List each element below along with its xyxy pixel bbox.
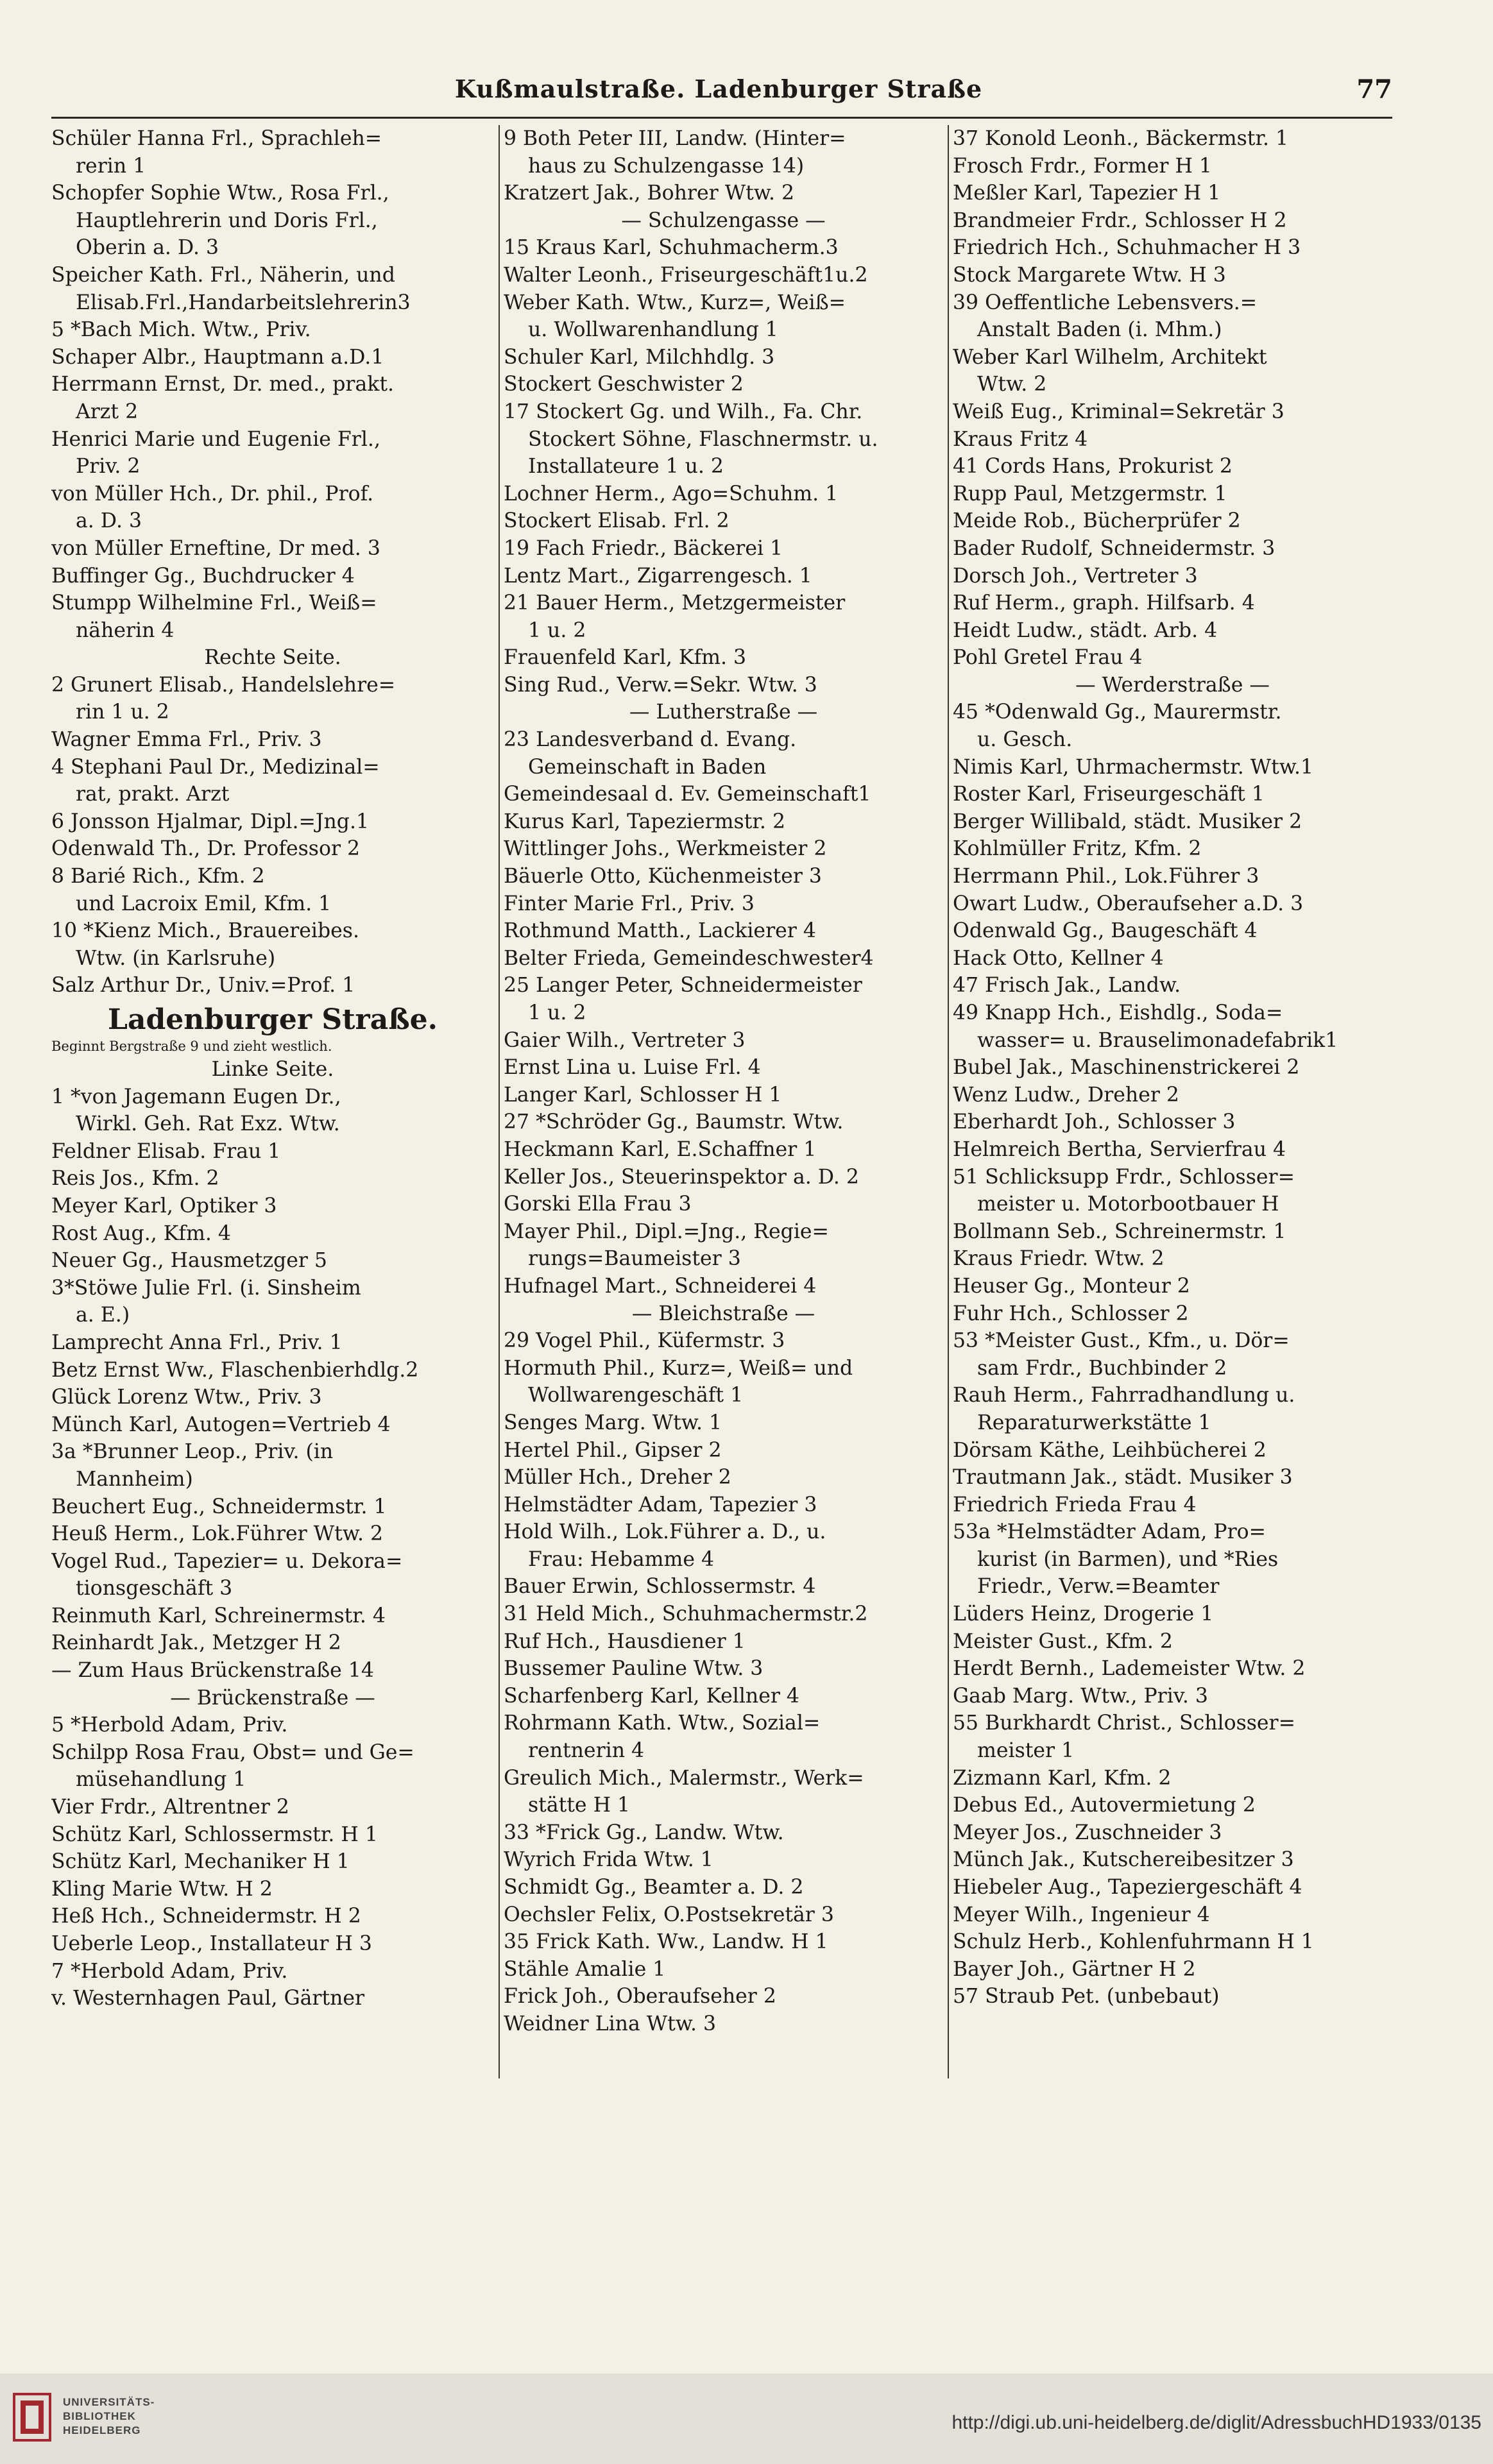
directory-entry: Schüler Hanna Frl., Sprachleh= xyxy=(51,127,382,150)
directory-entry: Münch Jak., Kutschereibesitzer 3 xyxy=(953,1848,1294,1872)
section-label: — Schulzengasse — xyxy=(621,208,826,232)
directory-entry: rungs=Baumeister 3 xyxy=(528,1247,741,1271)
library-logo[interactable] xyxy=(12,2386,204,2451)
directory-entry: Heuß Herm., Lok.Führer Wtw. 2 xyxy=(51,1522,384,1546)
directory-entry: Eberhardt Joh., Schlosser 3 xyxy=(953,1110,1236,1134)
directory-entry: Dorsch Joh., Vertreter 3 xyxy=(953,564,1198,588)
directory-entry: Friedrich Hch., Schuhmacher H 3 xyxy=(953,236,1301,260)
directory-entry: 25 Langer Peter, Schneidermeister xyxy=(504,974,862,998)
street-note: Beginnt Bergstraße 9 und zieht westlich. xyxy=(51,1039,332,1054)
directory-entry: und Lacroix Emil, Kfm. 1 xyxy=(76,892,332,915)
directory-entry: Schaper Albr., Hauptmann a.D.1 xyxy=(51,345,384,369)
directory-entry: Heß Hch., Schneidermstr. H 2 xyxy=(51,1905,361,1928)
directory-entry: Wittlinger Johs., Werkmeister 2 xyxy=(504,837,827,861)
directory-entry: rin 1 u. 2 xyxy=(76,701,169,724)
directory-entry: Gorski Ella Frau 3 xyxy=(504,1193,692,1216)
directory-entry: Feldner Elisab. Frau 1 xyxy=(51,1139,281,1163)
directory-entry: Kling Marie Wtw. H 2 xyxy=(51,1877,273,1901)
directory-entry: Bubel Jak., Maschinenstrickerei 2 xyxy=(953,1056,1300,1080)
digitization-footer xyxy=(0,2374,1493,2464)
directory-entry: Brandmeier Frdr., Schlosser H 2 xyxy=(953,208,1287,232)
directory-entry: Installateure 1 u. 2 xyxy=(528,455,724,479)
directory-entry: 33 *Frick Gg., Landw. Wtw. xyxy=(504,1821,784,1844)
directory-entry: Gaier Wilh., Vertreter 3 xyxy=(504,1028,746,1052)
directory-entry: Stockert Geschwister 2 xyxy=(504,373,744,396)
directory-entry: sam Frdr., Buchbinder 2 xyxy=(977,1356,1227,1380)
directory-entry: u. Wollwarenhandlung 1 xyxy=(528,318,778,342)
directory-entry: Wollwarengeschäft 1 xyxy=(528,1384,744,1407)
directory-entry: Salz Arthur Dr., Univ.=Prof. 1 xyxy=(51,974,355,998)
directory-entry: Stumpp Wilhelmine Frl., Weiß= xyxy=(51,591,377,615)
directory-entry: Hack Otto, Kellner 4 xyxy=(953,946,1164,970)
directory-columns xyxy=(51,125,1392,2078)
directory-entry: Meßler Karl, Tapezier H 1 xyxy=(953,182,1221,205)
section-label: — Lutherstraße — xyxy=(629,701,818,724)
directory-entry: Rupp Paul, Metzgermstr. 1 xyxy=(953,482,1227,506)
directory-entry: 9 Both Peter III, Landw. (Hinter= xyxy=(504,127,846,150)
directory-entry: Kratzert Jak., Bohrer Wtw. 2 xyxy=(504,182,795,205)
directory-entry: Schopfer Sophie Wtw., Rosa Frl., xyxy=(51,182,389,205)
directory-entry: Heidt Ludw., städt. Arb. 4 xyxy=(953,618,1218,642)
directory-entry: Fuhr Hch., Schlosser 2 xyxy=(953,1302,1189,1325)
directory-entry: stätte H 1 xyxy=(528,1794,631,1817)
directory-entry: Reinhardt Jak., Metzger H 2 xyxy=(51,1631,341,1655)
directory-entry: Rothmund Matth., Lackierer 4 xyxy=(504,919,816,943)
directory-entry: rat, prakt. Arzt xyxy=(76,783,230,806)
directory-entry: Weiß Eug., Kriminal=Sekretär 3 xyxy=(953,400,1284,423)
directory-entry: Vier Frdr., Altrentner 2 xyxy=(51,1796,289,1819)
directory-entry: Hold Wilh., Lok.Führer a. D., u. xyxy=(504,1520,826,1544)
column-divider xyxy=(948,125,949,2078)
directory-entry: von Müller Erneftine, Dr med. 3 xyxy=(51,536,380,560)
directory-entry: 37 Konold Leonh., Bäckermstr. 1 xyxy=(953,127,1289,150)
directory-entry: Beuchert Eug., Schneidermstr. 1 xyxy=(51,1495,387,1518)
directory-entry: Scharfenberg Karl, Kellner 4 xyxy=(504,1684,799,1708)
directory-entry: Hertel Phil., Gipser 2 xyxy=(504,1438,722,1462)
directory-entry: Ruf Hch., Hausdiener 1 xyxy=(504,1629,746,1653)
directory-entry: Meyer Karl, Optiker 3 xyxy=(51,1194,277,1218)
directory-entry: 45 *Odenwald Gg., Maurermstr. xyxy=(953,701,1282,724)
directory-entry: Mayer Phil., Dipl.=Jng., Regie= xyxy=(504,1219,829,1243)
directory-entry: Oechsler Felix, O.Postsekretär 3 xyxy=(504,1903,834,1926)
directory-entry: Bollmann Seb., Schreinermstr. 1 xyxy=(953,1219,1286,1243)
directory-entry: Debus Ed., Autovermietung 2 xyxy=(953,1794,1256,1817)
directory-entry: Stock Margarete Wtw. H 3 xyxy=(953,263,1226,287)
directory-entry: Pohl Gretel Frau 4 xyxy=(953,646,1143,670)
directory-entry: Herrmann Ernst, Dr. med., prakt. xyxy=(51,373,395,396)
directory-entry: Glück Lorenz Wtw., Priv. 3 xyxy=(51,1386,322,1409)
directory-entry: Heuser Gg., Monteur 2 xyxy=(953,1274,1190,1298)
directory-entry: Wtw. 2 xyxy=(977,373,1047,396)
directory-entry: Kohlmüller Fritz, Kfm. 2 xyxy=(953,837,1202,861)
directory-entry: Zizmann Karl, Kfm. 2 xyxy=(953,1766,1172,1790)
directory-entry: Stockert Söhne, Flaschnermstr. u. xyxy=(528,427,878,451)
directory-entry: 4 Stephani Paul Dr., Medizinal= xyxy=(51,755,380,779)
directory-entry: Wirkl. Geh. Rat Exz. Wtw. xyxy=(76,1112,340,1136)
directory-entry: Herrmann Phil., Lok.Führer 3 xyxy=(953,865,1259,888)
directory-entry: 57 Straub Pet. (unbebaut) xyxy=(953,1985,1220,2009)
directory-entry: Schmidt Gg., Beamter a. D. 2 xyxy=(504,1876,804,1899)
library-seal-icon xyxy=(12,2392,53,2443)
directory-entry: Sing Rud., Verw.=Sekr. Wtw. 3 xyxy=(504,673,817,697)
directory-entry: Keller Jos., Steuerinspektor a. D. 2 xyxy=(504,1165,859,1189)
running-header xyxy=(45,69,1392,114)
directory-entry: meister 1 xyxy=(977,1739,1075,1763)
directory-entry: Wtw. (in Karlsruhe) xyxy=(76,946,276,970)
directory-entry: Weber Karl Wilhelm, Architekt xyxy=(953,345,1267,369)
directory-entry: Owart Ludw., Oberaufseher a.D. 3 xyxy=(953,892,1304,915)
directory-entry: Helmreich Bertha, Servierfrau 4 xyxy=(953,1137,1286,1161)
directory-entry: Reparaturwerkstätte 1 xyxy=(977,1411,1211,1434)
directory-entry: Hauptlehrerin und Doris Frl., xyxy=(76,208,378,232)
directory-entry: 15 Kraus Karl, Schuhmacherm.3 xyxy=(504,236,839,260)
directory-entry: Roster Karl, Friseurgeschäft 1 xyxy=(953,783,1265,806)
directory-entry: — Zum Haus Brückenstraße 14 xyxy=(51,1659,374,1683)
directory-entry: rerin 1 xyxy=(76,154,146,178)
directory-entry: Wyrich Frida Wtw. 1 xyxy=(504,1848,713,1872)
directory-entry: 21 Bauer Herm., Metzgermeister xyxy=(504,591,846,615)
section-label: Rechte Seite. xyxy=(204,646,341,670)
directory-entry: Walter Leonh., Friseurgeschäft1u.2 xyxy=(504,263,868,287)
directory-entry: Odenwald Th., Dr. Professor 2 xyxy=(51,837,361,861)
directory-entry: Schütz Karl, Mechaniker H 1 xyxy=(51,1850,350,1874)
directory-entry: Lamprecht Anna Frl., Priv. 1 xyxy=(51,1330,343,1354)
directory-entry: Bayer Joh., Gärtner H 2 xyxy=(953,1957,1196,1981)
directory-entry: Neuer Gg., Hausmetzger 5 xyxy=(51,1249,327,1273)
directory-entry: Meyer Jos., Zuschneider 3 xyxy=(953,1821,1222,1844)
directory-entry: Vogel Rud., Tapezier= u. Dekora= xyxy=(51,1549,403,1573)
column-divider xyxy=(499,125,500,2078)
directory-entry: Hormuth Phil., Kurz=, Weiß= und xyxy=(504,1356,853,1380)
directory-entry: Belter Frieda, Gemeindeschwester4 xyxy=(504,946,874,970)
directory-entry: Heckmann Karl, E.Schaffner 1 xyxy=(504,1137,817,1161)
directory-entry: Weidner Lina Wtw. 3 xyxy=(504,2012,717,2035)
directory-entry: Frosch Frdr., Former H 1 xyxy=(953,154,1212,178)
directory-entry: Trautmann Jak., städt. Musiker 3 xyxy=(953,1466,1293,1490)
directory-entry: Stockert Elisab. Frl. 2 xyxy=(504,509,729,533)
directory-entry: Bader Rudolf, Schneidermstr. 3 xyxy=(953,536,1275,560)
directory-entry: 2 Grunert Elisab., Handelslehre= xyxy=(51,673,396,697)
directory-entry: Elisab.Frl.,Handarbeitslehrerin3 xyxy=(76,291,411,314)
directory-entry: Priv. 2 xyxy=(76,455,141,479)
directory-entry: Betz Ernst Ww., Flaschenbierhdlg.2 xyxy=(51,1358,419,1382)
directory-entry: a. E.) xyxy=(76,1304,130,1327)
directory-entry: Wagner Emma Frl., Priv. 3 xyxy=(51,728,322,752)
directory-entry: Meide Rob., Bücherprüfer 2 xyxy=(953,509,1241,533)
column-middle xyxy=(504,125,943,2078)
directory-entry: 3a *Brunner Leop., Priv. (in xyxy=(51,1440,334,1464)
directory-entry: Lochner Herm., Ago=Schuhm. 1 xyxy=(504,482,839,506)
directory-entry: von Müller Hch., Dr. phil., Prof. xyxy=(51,482,374,506)
column-left xyxy=(51,125,494,2078)
directory-entry: Buffinger Gg., Buchdrucker 4 xyxy=(51,564,355,588)
directory-entry: Friedr., Verw.=Beamter xyxy=(977,1575,1220,1599)
directory-entry: Rost Aug., Kfm. 4 xyxy=(51,1221,231,1245)
directory-entry: Odenwald Gg., Baugeschäft 4 xyxy=(953,919,1258,943)
directory-entry: Berger Willibald, städt. Musiker 2 xyxy=(953,810,1302,833)
directory-entry: 29 Vogel Phil., Küfermstr. 3 xyxy=(504,1329,785,1353)
header-rule xyxy=(51,117,1392,119)
page-number: 77 xyxy=(1356,74,1392,105)
directory-entry: Münch Karl, Autogen=Vertrieb 4 xyxy=(51,1413,391,1436)
directory-entry: 17 Stockert Gg. und Wilh., Fa. Chr. xyxy=(504,400,863,423)
directory-entry: 53a *Helmstädter Adam, Pro= xyxy=(953,1520,1267,1544)
directory-entry: Reinmuth Karl, Schreinermstr. 4 xyxy=(51,1604,386,1627)
directory-entry: müsehandlung 1 xyxy=(76,1768,246,1792)
street-heading: Ladenburger Straße. xyxy=(108,1003,438,1036)
directory-entry: Kurus Karl, Tapeziermstr. 2 xyxy=(504,810,786,833)
directory-entry: Stähle Amalie 1 xyxy=(504,1957,666,1981)
directory-entry: Schuler Karl, Milchhdlg. 3 xyxy=(504,345,775,369)
directory-entry: 23 Landesverband d. Evang. xyxy=(504,728,797,752)
directory-entry: Anstalt Baden (i. Mhm.) xyxy=(977,318,1222,342)
directory-entry: 47 Frisch Jak., Landw. xyxy=(953,974,1181,998)
directory-entry: Dörsam Käthe, Leihbücherei 2 xyxy=(953,1438,1267,1462)
directory-entry: v. Westernhagen Paul, Gärtner xyxy=(51,1987,365,2010)
directory-entry: Henrici Marie und Eugenie Frl., xyxy=(51,427,380,451)
directory-entry: 5 *Bach Mich. Wtw., Priv. xyxy=(51,318,311,342)
directory-entry: näherin 4 xyxy=(76,618,175,642)
source-url[interactable]: http://digi.ub.uni-heidelberg.de/diglit/AdressbuchHD1933/0135 xyxy=(951,2412,1481,2433)
directory-entry: Bäuerle Otto, Küchenmeister 3 xyxy=(504,865,822,888)
directory-entry: Ueberle Leop., Installateur H 3 xyxy=(51,1932,372,1955)
directory-entry: Wenz Ludw., Dreher 2 xyxy=(953,1083,1179,1107)
directory-entry: 6 Jonsson Hjalmar, Dipl.=Jng.1 xyxy=(51,810,370,833)
directory-entry: 55 Burkhardt Christ., Schlosser= xyxy=(953,1712,1295,1735)
directory-entry: tionsgeschäft 3 xyxy=(76,1577,233,1601)
directory-entry: 1 u. 2 xyxy=(528,1001,586,1024)
directory-entry: 39 Oeffentliche Lebensvers.= xyxy=(953,291,1258,314)
directory-entry: Weber Kath. Wtw., Kurz=, Weiß= xyxy=(504,291,846,314)
page-title: Kußmaulstraße. Ladenburger Straße xyxy=(454,74,983,103)
directory-entry: Ernst Lina u. Luise Frl. 4 xyxy=(504,1056,761,1080)
directory-entry: Müller Hch., Dreher 2 xyxy=(504,1466,731,1490)
directory-entry: haus zu Schulzengasse 14) xyxy=(528,154,805,178)
directory-entry: 27 *Schröder Gg., Baumstr. Wtw. xyxy=(504,1110,844,1134)
directory-entry: Schulz Herb., Kohlenfuhrmann H 1 xyxy=(953,1930,1314,1954)
directory-entry: rentnerin 4 xyxy=(528,1739,645,1763)
directory-entry: 3*Stöwe Julie Frl. (i. Sinsheim xyxy=(51,1276,361,1300)
directory-entry: wasser= u. Brauselimonadefabrik1 xyxy=(977,1028,1338,1052)
directory-entry: 41 Cords Hans, Prokurist 2 xyxy=(953,455,1233,479)
directory-entry: 7 *Herbold Adam, Priv. xyxy=(51,1959,288,1983)
directory-entry: Hiebeler Aug., Tapeziergeschäft 4 xyxy=(953,1876,1302,1899)
directory-entry: Bauer Erwin, Schlossermstr. 4 xyxy=(504,1575,816,1599)
directory-entry: Gemeinschaft in Baden xyxy=(528,755,767,779)
directory-entry: Kraus Friedr. Wtw. 2 xyxy=(953,1247,1165,1271)
directory-entry: Greulich Mich., Malermstr., Werk= xyxy=(504,1766,864,1790)
directory-entry: 19 Fach Friedr., Bäckerei 1 xyxy=(504,536,783,560)
directory-entry: meister u. Motorbootbauer H xyxy=(977,1193,1279,1216)
directory-entry: Frauenfeld Karl, Kfm. 3 xyxy=(504,646,747,670)
directory-entry: Lüders Heinz, Drogerie 1 xyxy=(953,1602,1214,1626)
section-label: — Bleichstraße — xyxy=(631,1302,815,1325)
directory-entry: Nimis Karl, Uhrmachermstr. Wtw.1 xyxy=(953,755,1314,779)
directory-entry: Bussemer Pauline Wtw. 3 xyxy=(504,1657,764,1681)
section-label: Linke Seite. xyxy=(211,1058,334,1081)
column-right xyxy=(953,125,1392,2078)
directory-entry: 51 Schlicksupp Frdr., Schlosser= xyxy=(953,1165,1295,1189)
directory-entry: kurist (in Barmen), und *Ries xyxy=(977,1547,1279,1571)
directory-entry: Schütz Karl, Schlossermstr. H 1 xyxy=(51,1823,378,1846)
directory-entry: Mannheim) xyxy=(76,1467,193,1491)
directory-entry: Ruf Herm., graph. Hilfsarb. 4 xyxy=(953,591,1255,615)
directory-entry: Langer Karl, Schlosser H 1 xyxy=(504,1083,782,1107)
directory-entry: Gaab Marg. Wtw., Priv. 3 xyxy=(953,1684,1208,1708)
section-label: — Werderstraße — xyxy=(1075,673,1270,697)
directory-entry: Lentz Mart., Zigarrengesch. 1 xyxy=(504,564,812,588)
directory-entry: Friedrich Frieda Frau 4 xyxy=(953,1493,1197,1517)
directory-entry: Herdt Bernh., Lademeister Wtw. 2 xyxy=(953,1657,1306,1681)
directory-entry: 49 Knapp Hch., Eishdlg., Soda= xyxy=(953,1001,1283,1024)
directory-entry: 10 *Kienz Mich., Brauereibes. xyxy=(51,919,359,943)
directory-entry: Schilpp Rosa Frau, Obst= und Ge= xyxy=(51,1740,414,1764)
directory-entry: 1 u. 2 xyxy=(528,618,586,642)
directory-entry: Hufnagel Mart., Schneiderei 4 xyxy=(504,1274,817,1298)
section-label: — Brückenstraße — xyxy=(170,1686,375,1710)
directory-entry: Frick Joh., Oberaufseher 2 xyxy=(504,1985,776,2009)
directory-entry: 1 *von Jagemann Eugen Dr., xyxy=(51,1085,341,1109)
directory-entry: Reis Jos., Kfm. 2 xyxy=(51,1167,219,1191)
directory-entry: Rauh Herm., Fahrradhandlung u. xyxy=(953,1384,1295,1407)
directory-entry: Gemeindesaal d. Ev. Gemeinschaft1 xyxy=(504,783,871,806)
directory-entry: Senges Marg. Wtw. 1 xyxy=(504,1411,722,1434)
library-name: UNIVERSITÄTS- BIBLIOTHEK HEIDELBERG xyxy=(63,2396,155,2436)
directory-entry: Meyer Wilh., Ingenieur 4 xyxy=(953,1903,1210,1926)
directory-entry: u. Gesch. xyxy=(977,728,1073,752)
directory-entry: Arzt 2 xyxy=(76,400,139,423)
directory-entry: 8 Barié Rich., Kfm. 2 xyxy=(51,865,265,888)
directory-entry: 53 *Meister Gust., Kfm., u. Dör= xyxy=(953,1329,1290,1353)
directory-entry: 35 Frick Kath. Ww., Landw. H 1 xyxy=(504,1930,828,1954)
directory-entry: Finter Marie Frl., Priv. 3 xyxy=(504,892,755,915)
directory-entry: a. D. 3 xyxy=(76,509,142,533)
directory-entry: Rohrmann Kath. Wtw., Sozial= xyxy=(504,1712,821,1735)
directory-entry: Kraus Fritz 4 xyxy=(953,427,1088,451)
directory-entry: Helmstädter Adam, Tapezier 3 xyxy=(504,1493,817,1517)
directory-entry: 31 Held Mich., Schuhmachermstr.2 xyxy=(504,1602,868,1626)
directory-entry: Speicher Kath. Frl., Näherin, und xyxy=(51,263,395,287)
directory-entry: 5 *Herbold Adam, Priv. xyxy=(51,1713,288,1737)
directory-entry: Frau: Hebamme 4 xyxy=(528,1547,715,1571)
directory-entry: Meister Gust., Kfm. 2 xyxy=(953,1629,1173,1653)
directory-entry: Oberin a. D. 3 xyxy=(76,236,219,260)
